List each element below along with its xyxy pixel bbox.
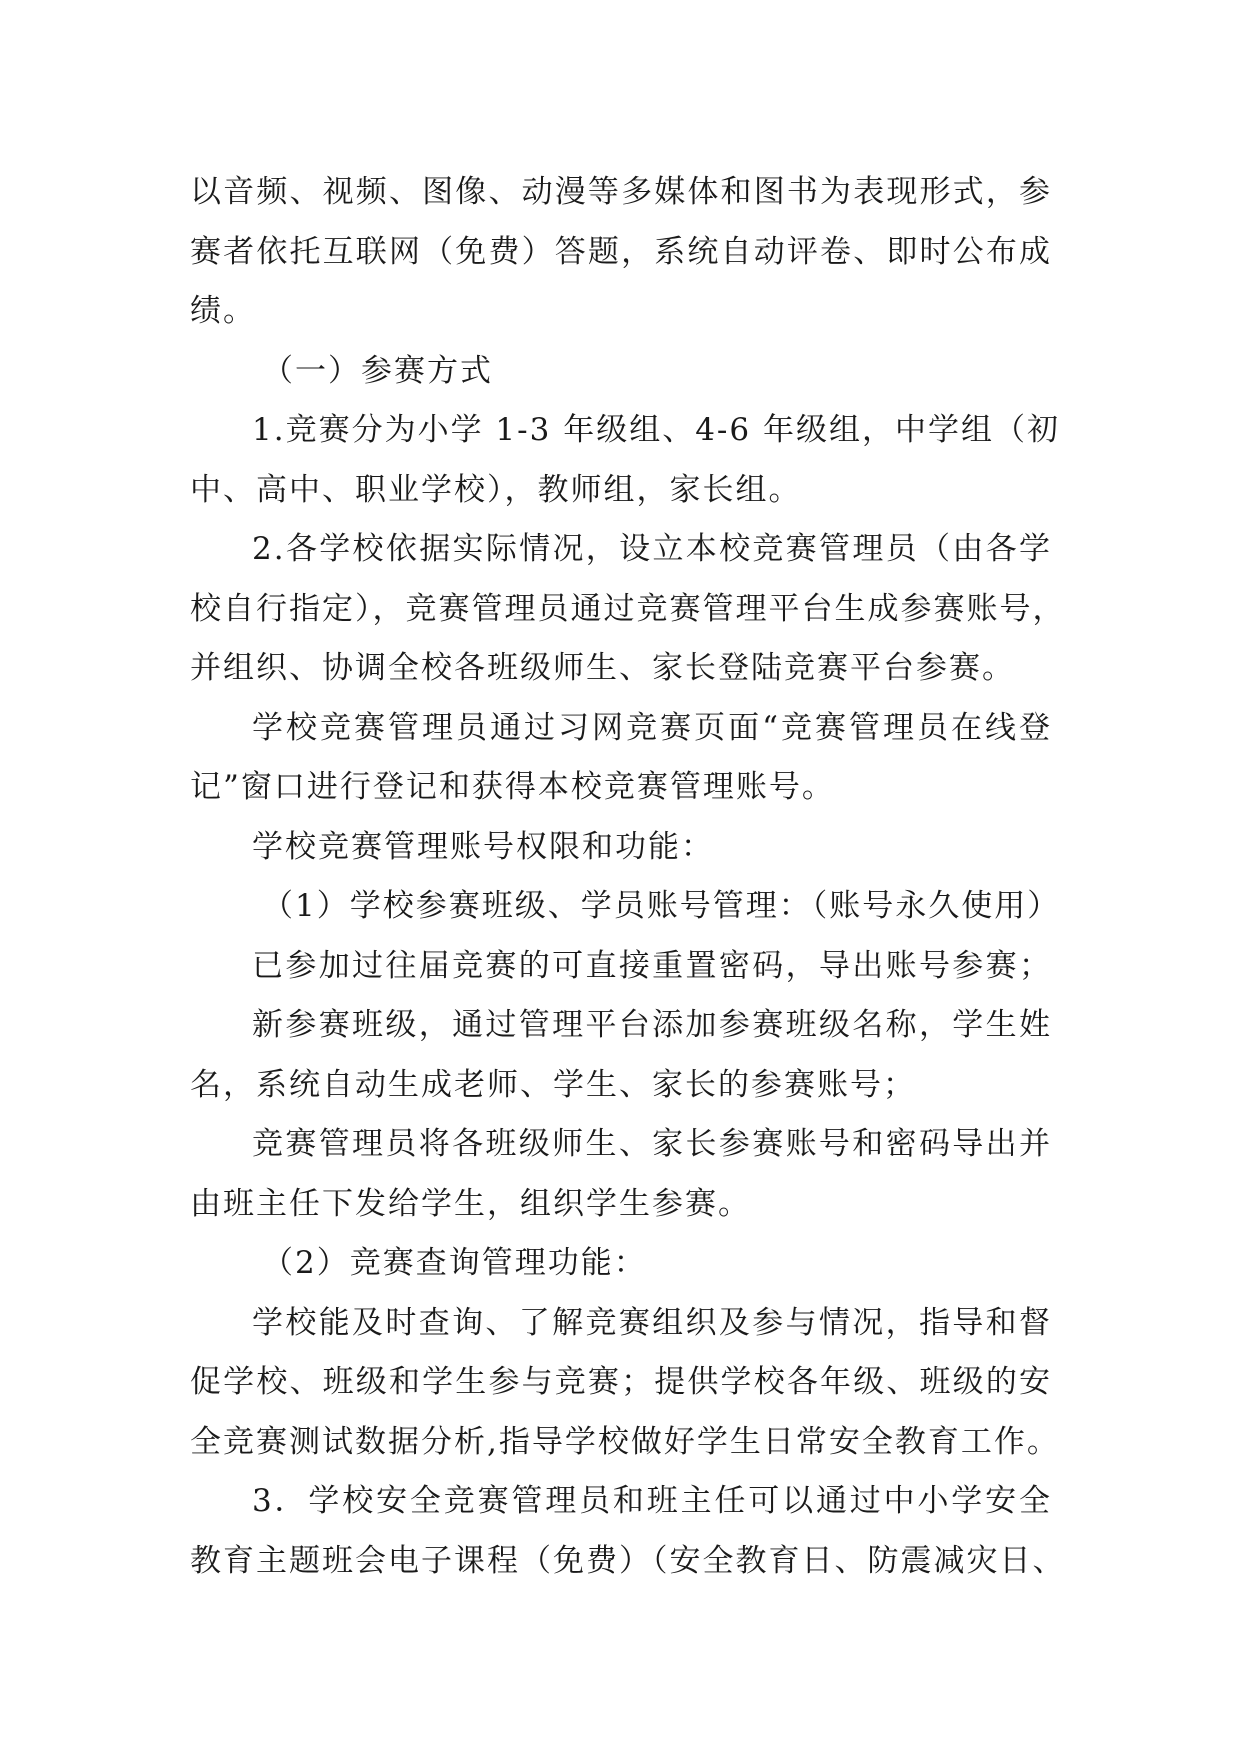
paragraph-line: 学校竞赛管理员通过习网竞赛页面“竞赛管理员在线登: [252, 709, 1052, 746]
paragraph-line: 赛者依托互联网（免费）答题，系统自动评卷、即时公布成: [190, 233, 1052, 270]
paragraph-line: 竞赛管理员将各班级师生、家长参赛账号和密码导出并: [252, 1126, 1052, 1162]
paragraph-line: 教育主题班会电子课程（免费）（安全教育日、防震减灾日、: [190, 1542, 1066, 1579]
paragraph-line: 以音频、视频、图像、动漫等多媒体和图书为表现形式，参: [190, 174, 1052, 210]
paragraph-line: 学校能及时查询、了解竞赛组织及参与情况，指导和督: [252, 1304, 1052, 1341]
paragraph-line: 名，系统自动生成老师、学生、家长的参赛账号；: [190, 1066, 916, 1103]
paragraph-line: 记”窗口进行登记和获得本校竞赛管理账号。: [190, 769, 835, 805]
paragraph-line: 由班主任下发给学生，组织学生参赛。: [190, 1185, 751, 1222]
subsection-heading: （2）竞赛查询管理功能：: [262, 1245, 647, 1281]
paragraph-line: 校自行指定），竞赛管理员通过竞赛管理平台生成参赛账号，: [190, 590, 1066, 627]
paragraph-line: 学校竞赛管理账号权限和功能：: [252, 828, 714, 865]
paragraph-line: 促学校、班级和学生参与竞赛；提供学校各年级、班级的安: [190, 1364, 1052, 1400]
paragraph-line: 1.竞赛分为小学 1-3 年级组、4-6 年级组，中学组（初: [252, 412, 1060, 448]
paragraph-line: 中、高中、职业学校），教师组，家长组。: [190, 471, 802, 508]
subsection-heading: （1）学校参赛班级、学员账号管理：（账号永久使用）: [262, 888, 1061, 924]
paragraph-line: 并组织、协调全校各班级师生、家长登陆竞赛平台参赛。: [190, 650, 1015, 686]
paragraph-line: 全竞赛测试数据分析,指导学校做好学生日常安全教育工作。: [190, 1423, 1060, 1460]
paragraph-line: 3．学校安全竞赛管理员和班主任可以通过中小学安全: [252, 1483, 1052, 1519]
document-body: [190, 163, 1066, 1591]
section-heading: （一）参赛方式: [262, 352, 493, 389]
paragraph-line: 绩。: [190, 293, 256, 329]
paragraph-line: 已参加过往届竞赛的可直接重置密码，导出账号参赛；: [252, 947, 1052, 984]
paragraph-line: 新参赛班级，通过管理平台添加参赛班级名称，学生姓: [252, 1007, 1052, 1043]
paragraph-line: 2.各学校依据实际情况，设立本校竞赛管理员（由各学: [252, 531, 1052, 567]
